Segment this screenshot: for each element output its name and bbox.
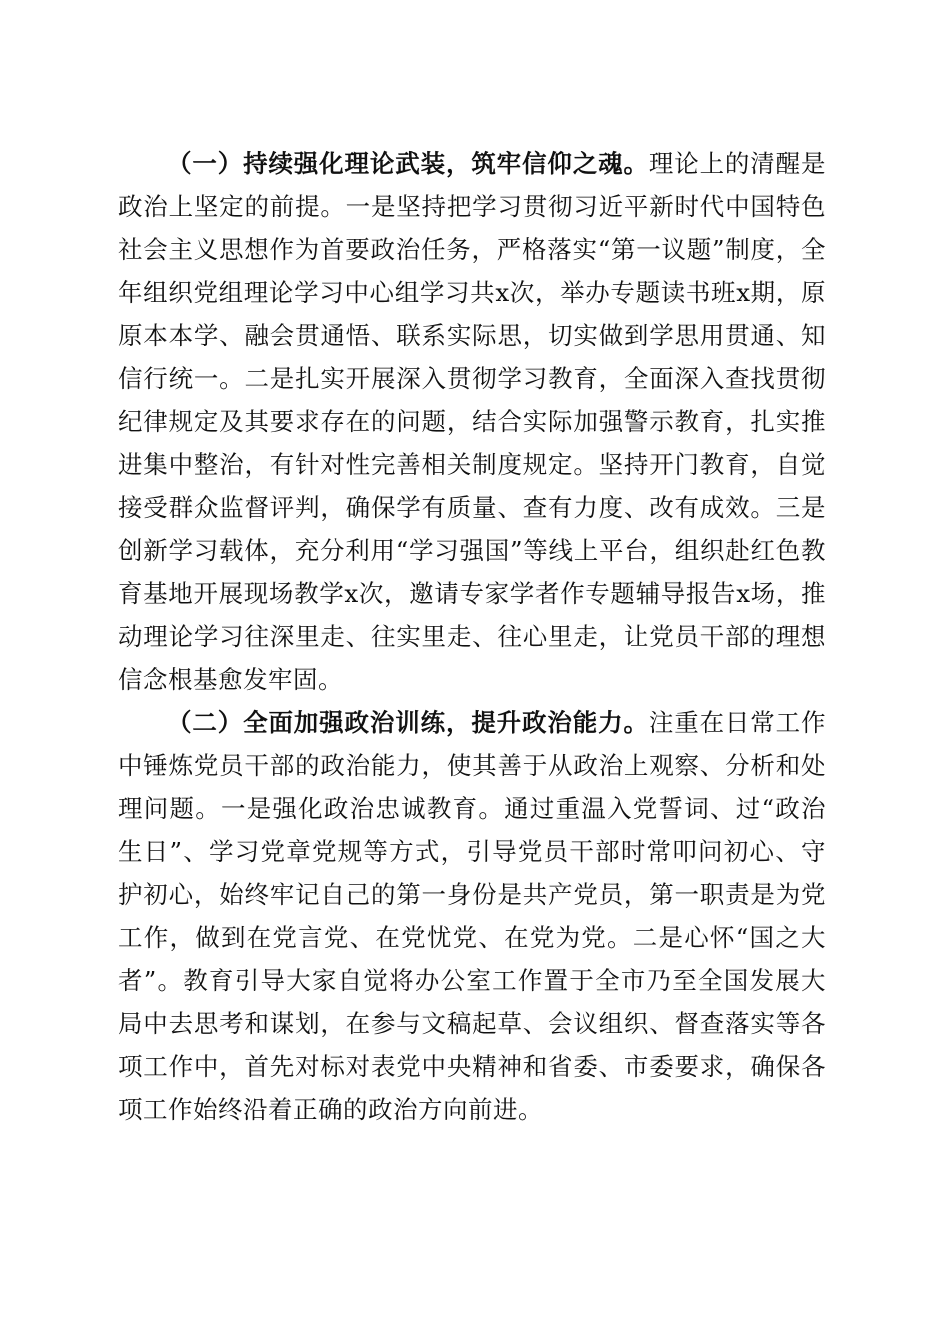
section-2-heading: （二）全面加强政治训练，提升政治能力。 xyxy=(167,708,649,737)
section-1-body: 理论上的清醒是政治上坚定的前提。一是坚持把学习贯彻习近平新时代中国特色社会主义思想作为首要政治任务，严格落实“第一议题”制度，全年组织党组理论学习中心组学习共x次，举办专题读书班x期，原原本本学、融会贯通悟、联系实际思，切实做到学思用贯通、知信行统一。二是扎实开展深入贯彻学习教育，全面深入查找贯彻纪律规定及其要求存在的问题，结合实际加强警示教育，扎实推进集中整治，有针对性完善相关制度规定。坚持开门教育，自觉接受群众监督评判，确保学有质量、查有力度、改有成效。三是创新学习载体，充分利用“学习强国”等线上平台，组织赴红色教育基地开展现场教学x次，邀请专家学者作专题辅导报告x场，推动理论学习往深里走、往实里走、往心里走，让党员干部的理想信念根基愈发牢固。 xyxy=(118,149,827,694)
paragraph-section-1 xyxy=(118,142,826,701)
paragraph-section-2 xyxy=(118,701,826,1131)
section-2-body: 注重在日常工作中锤炼党员干部的政治能力，使其善于从政治上观察、分析和处理问题。一是强化政治忠诚教育。通过重温入党誓词、过“政治生日”、学习党章党规等方式，引导党员干部时常叩问初心、守护初心，始终牢记自己的第一身份是共产党员，第一职责是为党工作，做到在党言党、在党忧党、在党为党。二是心怀“国之大者”。教育引导大家自觉将办公室工作置于全市乃至全国发展大局中去思考和谋划，在参与文稿起草、会议组织、督查落实等各项工作中，首先对标对表党中央精神和省委、市委要求，确保各项工作始终沿着正确的政治方向前进。 xyxy=(118,708,827,1124)
document-body xyxy=(118,142,826,1131)
section-1-heading: （一）持续强化理论武装，筑牢信仰之魂。 xyxy=(167,149,649,178)
